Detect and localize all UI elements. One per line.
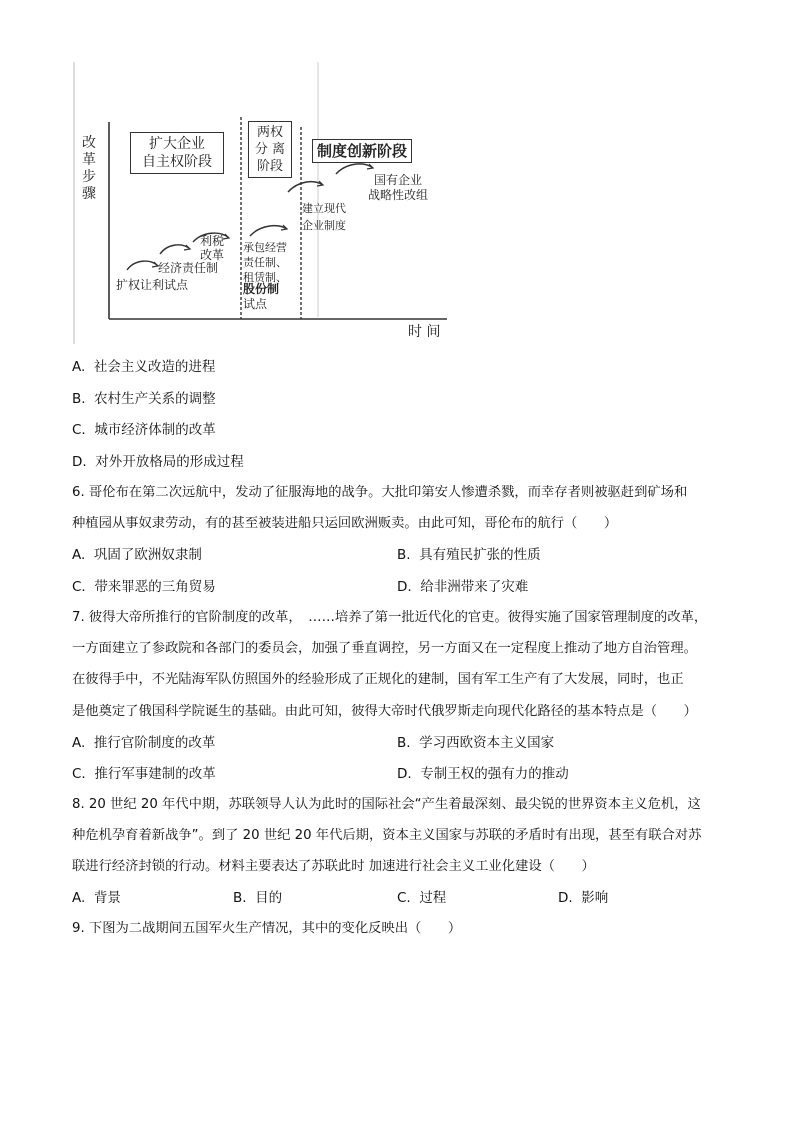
q8-option-b[interactable]: B. 目的 bbox=[233, 890, 283, 906]
step-lishui: 利税 改革 bbox=[200, 234, 225, 262]
y-axis-label: 改 革 步 骤 bbox=[82, 135, 96, 202]
reform-stage-diagram bbox=[72, 62, 452, 347]
q8-stem-line-2: 种危机孕育着新战争”。到了 20 世纪 20 年代后期，资本主义国家与苏联的矛盾时有出现，甚至有联合对苏 bbox=[72, 828, 702, 843]
q8-stem-line-1: 8. 20 世纪 20 年代中期，苏联领导人认为此时的国际社会“产生着最深刻、最尖锐的世界资本主义危机，这 bbox=[72, 797, 701, 812]
step-gufen: 股份制 试点 bbox=[243, 282, 280, 311]
q8-stem-line-3: 联进行经济封锁的行动。材料主要表达了苏联此时 加速进行社会主义工业化建设（ ） bbox=[72, 859, 595, 874]
option-letter: B. bbox=[72, 391, 86, 407]
option-letter: D. bbox=[72, 454, 87, 470]
q5-option-b[interactable] bbox=[72, 389, 216, 409]
step-jianli: 建立现代 企业制度 bbox=[302, 202, 346, 232]
q7-option-d[interactable]: D. 专制王权的强有力的推动 bbox=[397, 766, 569, 782]
option-text: 农村生产关系的调整 bbox=[94, 391, 216, 407]
step-chengbao: 承包经营 责任制、 租赁制、 bbox=[243, 241, 287, 284]
q6-option-a[interactable]: A. 巩固了欧洲奴隶制 bbox=[72, 547, 202, 563]
stage3-box: 制度创新阶段 bbox=[312, 139, 412, 163]
q5-option-c[interactable] bbox=[72, 420, 216, 440]
q9-stem: 9. 下图为二战期间五国军火生产情况，其中的变化反映出（ ） bbox=[72, 921, 462, 936]
option-letter: A. bbox=[72, 359, 86, 375]
q8-option-d[interactable]: D. 影响 bbox=[558, 890, 609, 906]
q7-stem-line-1: 7. 彼得大帝所推行的官阶制度的改革， ……培养了第一批近代化的官吏。彼得实施了国家管理制度的改革， bbox=[72, 610, 708, 625]
stage1-box: 扩大企业 自主权阶段 bbox=[130, 132, 224, 174]
q6-option-c[interactable]: C. 带来罪恶的三角贸易 bbox=[72, 579, 216, 595]
option-text: 社会主义改造的进程 bbox=[93, 359, 216, 375]
q6-stem-line-2: 种植园从事奴隶劳动，有的甚至被装进船只运回欧洲贩卖。由此可知，哥伦布的航行（ ） bbox=[72, 516, 618, 531]
option-text: 城市经济体制的改革 bbox=[94, 422, 216, 438]
q7-stem-line-4: 是他奠定了俄国科学院诞生的基础。由此可知，彼得大帝时代俄罗斯走向现代化路径的基本特点是（ ） bbox=[72, 704, 697, 719]
step-guoyou: 国有企业 战略性改组 bbox=[368, 173, 429, 202]
q8-option-a[interactable]: A. 背景 bbox=[72, 890, 121, 906]
q7-option-c[interactable]: C. 推行军事建制的改革 bbox=[72, 766, 216, 782]
step-jingji: 经济责任制 bbox=[158, 261, 219, 275]
step-kuoquan: 扩权让利试点 bbox=[116, 278, 189, 292]
stage2-box: 两权 分 离 阶段 bbox=[248, 121, 292, 178]
q7-stem-line-2: 一方面建立了参政院和各部门的委员会，加强了垂直调控，另一方面又在一定程度上推动了地方自治管理。 bbox=[72, 641, 697, 656]
q7-option-a[interactable]: A. 推行官阶制度的改革 bbox=[72, 735, 216, 751]
q6-option-d[interactable]: D. 给非洲带来了灾难 bbox=[397, 579, 529, 595]
q7-stem-line-3: 在彼得手中，不光陆海军队仿照国外的经验形成了正规化的建制，国有军工生产有了大发展，同时，也正 bbox=[72, 672, 684, 687]
option-letter: C. bbox=[72, 422, 86, 438]
q6-stem-line-1: 6. 哥伦布在第二次远航中，发动了征服海地的战争。大批印第安人惨遭杀戮，而幸存者则被驱赶到矿场和 bbox=[72, 485, 688, 500]
q6-option-b[interactable]: B. 具有殖民扩张的性质 bbox=[397, 547, 541, 563]
option-text: 对外开放格局的形成过程 bbox=[95, 454, 244, 470]
q5-option-a[interactable] bbox=[72, 357, 215, 377]
x-axis-label: 时 间 bbox=[408, 324, 441, 340]
q7-option-b[interactable]: B. 学习西欧资本主义国家 bbox=[397, 735, 555, 751]
q5-option-d[interactable] bbox=[72, 452, 244, 472]
q8-option-c[interactable]: C. 过程 bbox=[397, 890, 447, 906]
